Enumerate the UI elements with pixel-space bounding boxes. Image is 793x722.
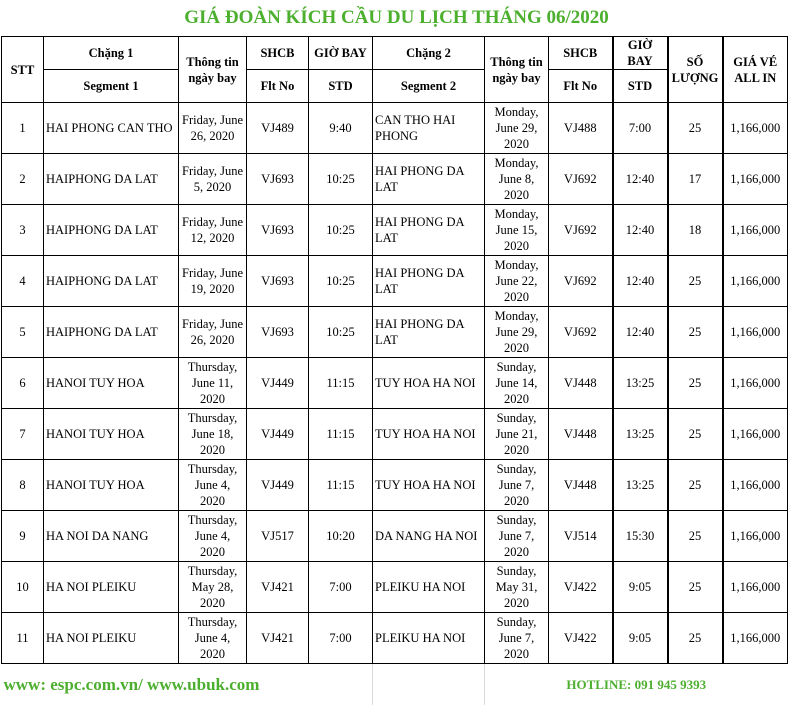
segment2-cell: HAI PHONG DA LAT	[373, 256, 485, 307]
price-cell: 1,166,000	[723, 256, 788, 307]
std2-cell: 13:25	[613, 358, 668, 409]
table-row	[2, 511, 788, 562]
flight1-cell: VJ517	[247, 511, 309, 562]
header-shcb2: SHCB	[549, 37, 613, 70]
std1-cell: 11:15	[309, 409, 373, 460]
std1-cell: 10:20	[309, 511, 373, 562]
std1-cell: 10:25	[309, 205, 373, 256]
date1-cell: Thursday, June 11, 2020	[179, 358, 247, 409]
std2-cell: 13:25	[613, 460, 668, 511]
segment2-cell: TUY HOA HA NOI	[373, 358, 485, 409]
header-stt: STT	[2, 37, 44, 103]
segment1-cell: HA NOI DA NANG	[44, 511, 179, 562]
stt-cell: 2	[2, 154, 44, 205]
table-row	[2, 358, 788, 409]
stt-cell: 1	[2, 103, 44, 154]
hotline: HOTLINE: 091 945 9393	[566, 676, 707, 692]
flight2-cell: VJ692	[549, 256, 613, 307]
segment2-cell: DA NANG HA NOI	[373, 511, 485, 562]
segment1-cell: HAIPHONG DA LAT	[44, 307, 179, 358]
date1-cell: Thursday, May 28, 2020	[179, 562, 247, 613]
flight1-cell: VJ449	[247, 358, 309, 409]
price-cell: 1,166,000	[723, 154, 788, 205]
segment1-cell: HANOI TUY HOA	[44, 409, 179, 460]
date1-cell: Friday, June 12, 2020	[179, 205, 247, 256]
price-cell: 1,166,000	[723, 358, 788, 409]
std2-cell: 9:05	[613, 613, 668, 664]
segment2-cell: TUY HOA HA NOI	[373, 460, 485, 511]
stt-cell: 5	[2, 307, 44, 358]
date2-cell: Monday, June 15, 2020	[485, 205, 549, 256]
segment1-cell: HANOI TUY HOA	[44, 358, 179, 409]
date1-cell: Friday, June 5, 2020	[179, 154, 247, 205]
header-time2: GIỜ BAY	[613, 37, 668, 70]
sheet-title: GIÁ ĐOÀN KÍCH CẦU DU LỊCH THÁNG 06/2020	[184, 7, 609, 28]
std2-cell: 7:00	[613, 103, 668, 154]
header-std2: STD	[613, 70, 668, 103]
std2-cell: 12:40	[613, 307, 668, 358]
date2-cell: Sunday, June 7, 2020	[485, 511, 549, 562]
price-cell: 1,166,000	[723, 409, 788, 460]
flight2-cell: VJ448	[549, 460, 613, 511]
flight2-cell: VJ448	[549, 409, 613, 460]
date2-cell: Sunday, June 14, 2020	[485, 358, 549, 409]
segment1-cell: HANOI TUY HOA	[44, 460, 179, 511]
footer-row	[2, 664, 788, 706]
stt-cell: 11	[2, 613, 44, 664]
flight2-cell: VJ422	[549, 562, 613, 613]
std1-cell: 9:40	[309, 103, 373, 154]
date2-cell: Sunday, June 21, 2020	[485, 409, 549, 460]
segment2-cell: TUY HOA HA NOI	[373, 409, 485, 460]
date2-cell: Sunday, June 7, 2020	[485, 613, 549, 664]
flight1-cell: VJ489	[247, 103, 309, 154]
std2-cell: 9:05	[613, 562, 668, 613]
flight2-cell: VJ692	[549, 205, 613, 256]
header-time1: GIỜ BAY	[309, 37, 373, 70]
stt-cell: 7	[2, 409, 44, 460]
segment1-cell: HA NOI PLEIKU	[44, 562, 179, 613]
std1-cell: 11:15	[309, 460, 373, 511]
header-segment2: Chặng 2	[373, 37, 485, 70]
flight2-cell: VJ692	[549, 307, 613, 358]
flight1-cell: VJ693	[247, 307, 309, 358]
flight1-cell: VJ449	[247, 409, 309, 460]
date1-cell: Thursday, June 18, 2020	[179, 409, 247, 460]
date2-cell: Monday, June 22, 2020	[485, 256, 549, 307]
date1-cell: Thursday, June 4, 2020	[179, 460, 247, 511]
segment2-cell: HAI PHONG DA LAT	[373, 205, 485, 256]
stt-cell: 6	[2, 358, 44, 409]
quantity-cell: 25	[668, 460, 723, 511]
price-cell: 1,166,000	[723, 205, 788, 256]
date2-cell: Monday, June 29, 2020	[485, 307, 549, 358]
table-row	[2, 307, 788, 358]
quantity-cell: 25	[668, 511, 723, 562]
header-fltno1: Flt No	[247, 70, 309, 103]
segment1-cell: HAIPHONG DA LAT	[44, 154, 179, 205]
segment2-cell: HAI PHONG DA LAT	[373, 154, 485, 205]
header-shcb1: SHCB	[247, 37, 309, 70]
stt-cell: 9	[2, 511, 44, 562]
flight2-cell: VJ692	[549, 154, 613, 205]
std1-cell: 11:15	[309, 358, 373, 409]
flight1-cell: VJ693	[247, 154, 309, 205]
std2-cell: 12:40	[613, 256, 668, 307]
table-row	[2, 256, 788, 307]
date1-cell: Friday, June 19, 2020	[179, 256, 247, 307]
stt-cell: 4	[2, 256, 44, 307]
flight2-cell: VJ448	[549, 358, 613, 409]
segment2-cell: PLEIKU HA NOI	[373, 613, 485, 664]
quantity-cell: 25	[668, 409, 723, 460]
table-row	[2, 154, 788, 205]
date1-cell: Thursday, June 4, 2020	[179, 511, 247, 562]
flight1-cell: VJ421	[247, 562, 309, 613]
table-row	[2, 460, 788, 511]
quantity-cell: 25	[668, 613, 723, 664]
price-cell: 1,166,000	[723, 613, 788, 664]
flight1-cell: VJ421	[247, 613, 309, 664]
std1-cell: 7:00	[309, 613, 373, 664]
table-row	[2, 409, 788, 460]
header-date2: Thông tin ngày bay	[485, 37, 549, 103]
segment1-cell: HAI PHONG CAN THO	[44, 103, 179, 154]
table-row	[2, 103, 788, 154]
segment2-cell: CAN THO HAI PHONG	[373, 103, 485, 154]
segment2-cell: HAI PHONG DA LAT	[373, 307, 485, 358]
segment1-cell: HAIPHONG DA LAT	[44, 256, 179, 307]
table-row	[2, 562, 788, 613]
date2-cell: Sunday, May 31, 2020	[485, 562, 549, 613]
flight1-cell: VJ693	[247, 256, 309, 307]
date1-cell: Thursday, June 4, 2020	[179, 613, 247, 664]
header-row-top	[2, 37, 788, 70]
quantity-cell: 25	[668, 256, 723, 307]
header-date1: Thông tin ngày bay	[179, 37, 247, 103]
std1-cell: 10:25	[309, 307, 373, 358]
quantity-cell: 25	[668, 307, 723, 358]
flight2-cell: VJ422	[549, 613, 613, 664]
std1-cell: 10:25	[309, 154, 373, 205]
std2-cell: 12:40	[613, 205, 668, 256]
header-quantity: SỐ LƯỢNG	[668, 37, 723, 103]
price-cell: 1,166,000	[723, 562, 788, 613]
quantity-cell: 25	[668, 562, 723, 613]
table-row	[2, 613, 788, 664]
date2-cell: Monday, June 29, 2020	[485, 103, 549, 154]
header-std1: STD	[309, 70, 373, 103]
header-price: GIÁ VÉ ALL IN	[723, 37, 788, 103]
segment1-cell: HAIPHONG DA LAT	[44, 205, 179, 256]
quantity-cell: 25	[668, 358, 723, 409]
price-cell: 1,166,000	[723, 511, 788, 562]
date1-cell: Friday, June 26, 2020	[179, 103, 247, 154]
price-cell: 1,166,000	[723, 307, 788, 358]
flight1-cell: VJ449	[247, 460, 309, 511]
header-segment1: Chặng 1	[44, 37, 179, 70]
header-fltno2: Flt No	[549, 70, 613, 103]
stt-cell: 8	[2, 460, 44, 511]
date2-cell: Sunday, June 7, 2020	[485, 460, 549, 511]
flight2-cell: VJ488	[549, 103, 613, 154]
stt-cell: 3	[2, 205, 44, 256]
std1-cell: 10:25	[309, 256, 373, 307]
std2-cell: 13:25	[613, 409, 668, 460]
header-segment2-en: Segment 2	[373, 70, 485, 103]
flight1-cell: VJ693	[247, 205, 309, 256]
price-cell: 1,166,000	[723, 460, 788, 511]
footer-spacer	[373, 664, 485, 706]
website-links[interactable]: www: espc.com.vn/ www.ubuk.com	[2, 664, 373, 706]
header-segment1-en: Segment 1	[44, 70, 179, 103]
std1-cell: 7:00	[309, 562, 373, 613]
quantity-cell: 17	[668, 154, 723, 205]
std2-cell: 12:40	[613, 154, 668, 205]
segment2-cell: PLEIKU HA NOI	[373, 562, 485, 613]
flight-table	[1, 36, 788, 705]
segment1-cell: HA NOI PLEIKU	[44, 613, 179, 664]
std2-cell: 15:30	[613, 511, 668, 562]
date2-cell: Monday, June 8, 2020	[485, 154, 549, 205]
date1-cell: Friday, June 26, 2020	[179, 307, 247, 358]
quantity-cell: 25	[668, 103, 723, 154]
table-row	[2, 205, 788, 256]
price-cell: 1,166,000	[723, 103, 788, 154]
stt-cell: 10	[2, 562, 44, 613]
flight2-cell: VJ514	[549, 511, 613, 562]
quantity-cell: 18	[668, 205, 723, 256]
